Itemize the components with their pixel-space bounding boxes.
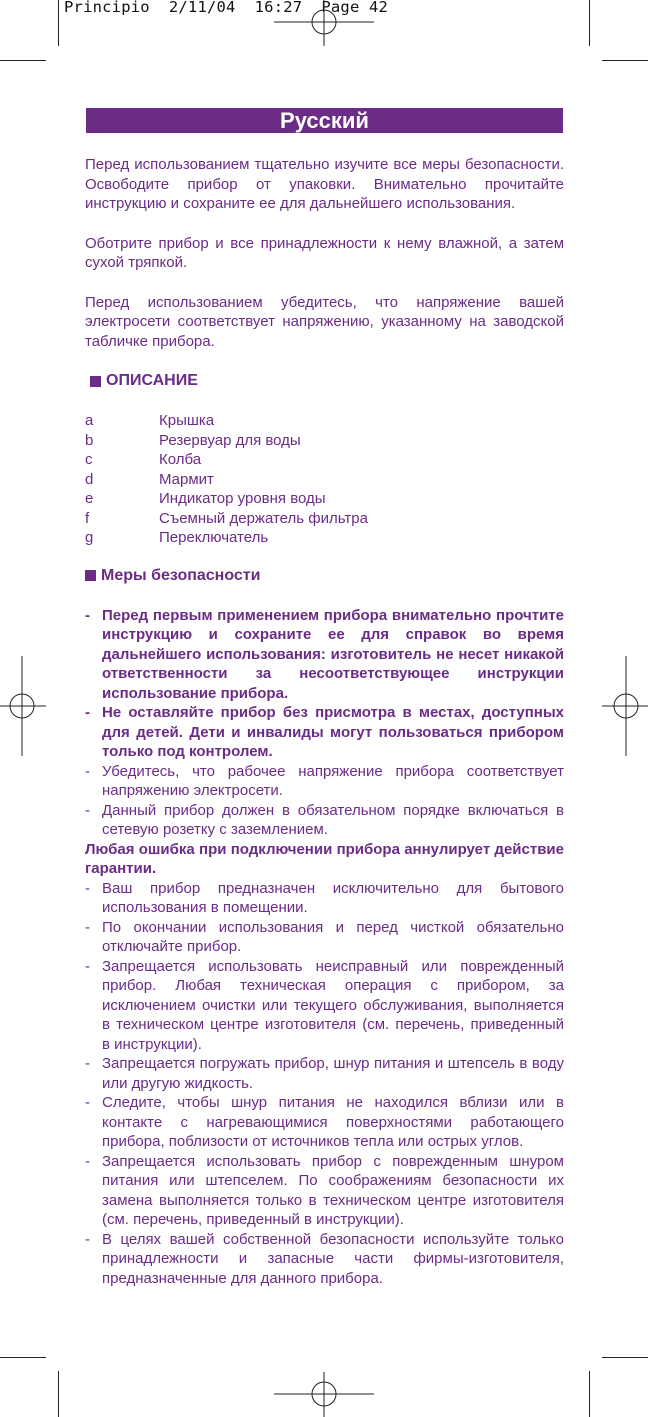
- description-list: [85, 411, 564, 548]
- item-text: Запрещается использовать неисправный или поврежденный прибор. Любая техническая операция с прибором, за исключением очистки или текущего обслуживания, выполняется в техническом центре изготовителя (см. перечень, приведенный в инструкции).: [102, 957, 564, 1053]
- list-item: [85, 431, 564, 451]
- intro-paragraph: Перед использованием убедитесь, что напряжение вашей электросети соответствует напряжению, указанному на заводской табличке прибора.: [85, 293, 564, 350]
- item-text: Мармит: [159, 470, 214, 488]
- square-bullet-icon: [85, 570, 96, 581]
- main-content: [85, 155, 564, 1288]
- item-letter: g: [85, 529, 94, 546]
- safety-heading-text: Меры безопасности: [101, 566, 261, 584]
- item-text: Съемный держатель фильтра: [159, 509, 368, 527]
- intro-paragraph: Оботрите прибор и все принадлежности к нему влажной, а затем сухой тряпкой.: [85, 234, 564, 271]
- page-title: Русский: [86, 108, 563, 133]
- list-item: [85, 470, 564, 490]
- item-text: Переключатель: [159, 529, 269, 546]
- item-text: Ваш прибор предназначен исключительно для бытового использования в помещении.: [102, 879, 564, 916]
- crop-mark: [602, 60, 648, 61]
- safety-list: [85, 879, 564, 1289]
- item-letter: e: [85, 490, 94, 507]
- dash-bullet: -: [85, 606, 90, 624]
- square-bullet-icon: [90, 376, 101, 387]
- dash-bullet: -: [85, 957, 90, 975]
- item-text: Крышка: [159, 412, 215, 429]
- dash-bullet: -: [85, 762, 90, 780]
- safety-heading: [85, 566, 564, 586]
- list-item: [85, 918, 564, 957]
- item-text: Не оставляйте прибор без присмотра в местах, доступных для детей. Дети и инвалиды могут пользоваться прибором только под контролем.: [102, 704, 564, 760]
- list-item: [85, 703, 564, 762]
- item-letter: f: [85, 509, 90, 527]
- registration-mark-icon: [602, 656, 648, 756]
- registration-mark-icon: [274, 1372, 374, 1417]
- description-heading-text: ОПИСАНИЕ: [106, 372, 198, 389]
- dash-bullet: -: [85, 879, 90, 897]
- print-slug: Principio 2/11/04 16:27 Page 42: [64, 0, 389, 16]
- list-item: [85, 528, 564, 548]
- description-heading: [85, 371, 564, 391]
- item-text: Следите, чтобы шнур питания не находился вблизи или в контакте с нагревающимися поверхностями работающего прибора, поблизости от источников тепла или острых углов.: [102, 1094, 564, 1150]
- dash-bullet: -: [85, 918, 90, 936]
- list-item: [85, 606, 564, 704]
- dash-bullet: -: [85, 801, 90, 819]
- registration-mark-icon: [274, 0, 374, 46]
- list-item: [85, 879, 564, 918]
- crop-mark: [0, 60, 46, 61]
- dash-bullet: -: [85, 1152, 90, 1170]
- list-item: [85, 1230, 564, 1289]
- crop-mark: [58, 1371, 59, 1417]
- item-text: Убедитесь, что рабочее напряжение прибора соответствует напряжению электросети.: [102, 762, 564, 799]
- list-item: [85, 1152, 564, 1230]
- list-item: [85, 801, 564, 840]
- crop-mark: [589, 1371, 590, 1417]
- list-item: [85, 489, 564, 509]
- crop-mark: [58, 0, 59, 46]
- item-text: По окончании использования и перед чисткой обязательно отключайте прибор.: [102, 918, 564, 955]
- item-text: В целях вашей собственной безопасности используйте только принадлежности и запасные части фирмы-изготовителя, предназначенные для данного прибора.: [102, 1230, 564, 1287]
- item-letter: d: [85, 470, 94, 488]
- warranty-warning: Любая ошибка при подключении прибора аннулирует действие гарантии.: [85, 840, 564, 877]
- item-text: Индикатор уровня воды: [159, 490, 326, 507]
- list-item: [85, 762, 564, 801]
- crop-mark: [589, 0, 590, 46]
- item-text: Запрещается погружать прибор, шнур питания и штепсель в воду или другую жидкость.: [102, 1055, 564, 1092]
- dash-bullet: -: [85, 1055, 90, 1072]
- dash-bullet: -: [85, 1094, 90, 1111]
- list-item: [85, 450, 564, 470]
- list-item: [85, 957, 564, 1055]
- list-item: [85, 411, 564, 431]
- intro-paragraph: Перед использованием тщательно изучите все меры безопасности. Освободите прибор от упаковки. Внимательно прочитайте инструкцию и сохраните ее для дальнейшего использования.: [85, 156, 564, 212]
- dash-bullet: -: [85, 704, 90, 721]
- item-text: Данный прибор должен в обязательном порядке включаться в сетевую розетку с заземлением.: [102, 801, 564, 838]
- list-item: [85, 509, 564, 529]
- list-item: [85, 1054, 564, 1093]
- safety-list: [85, 606, 564, 840]
- crop-mark: [602, 1357, 648, 1358]
- item-letter: a: [85, 412, 94, 429]
- item-text: Запрещается использовать прибор с поврежденным шнуром питания или штепселем. По соображениям безопасности их замена выполняется только в техническом центре изготовителя (см. перечень, приведенный в инструкции).: [102, 1152, 564, 1228]
- item-text: Колба: [159, 451, 202, 468]
- item-letter: b: [85, 431, 94, 449]
- registration-mark-icon: [0, 656, 46, 756]
- dash-bullet: -: [85, 1230, 90, 1248]
- crop-mark: [0, 1357, 46, 1358]
- list-item: [85, 1093, 564, 1152]
- item-letter: c: [85, 451, 93, 468]
- item-text: Перед первым применением прибора внимательно прочтите инструкцию и сохраните ее для справок во время дальнейшего использования: изготовитель не несет никакой ответственности за несоответствующее инструкции использование прибора.: [102, 606, 564, 702]
- item-text: Резервуар для воды: [159, 431, 301, 449]
